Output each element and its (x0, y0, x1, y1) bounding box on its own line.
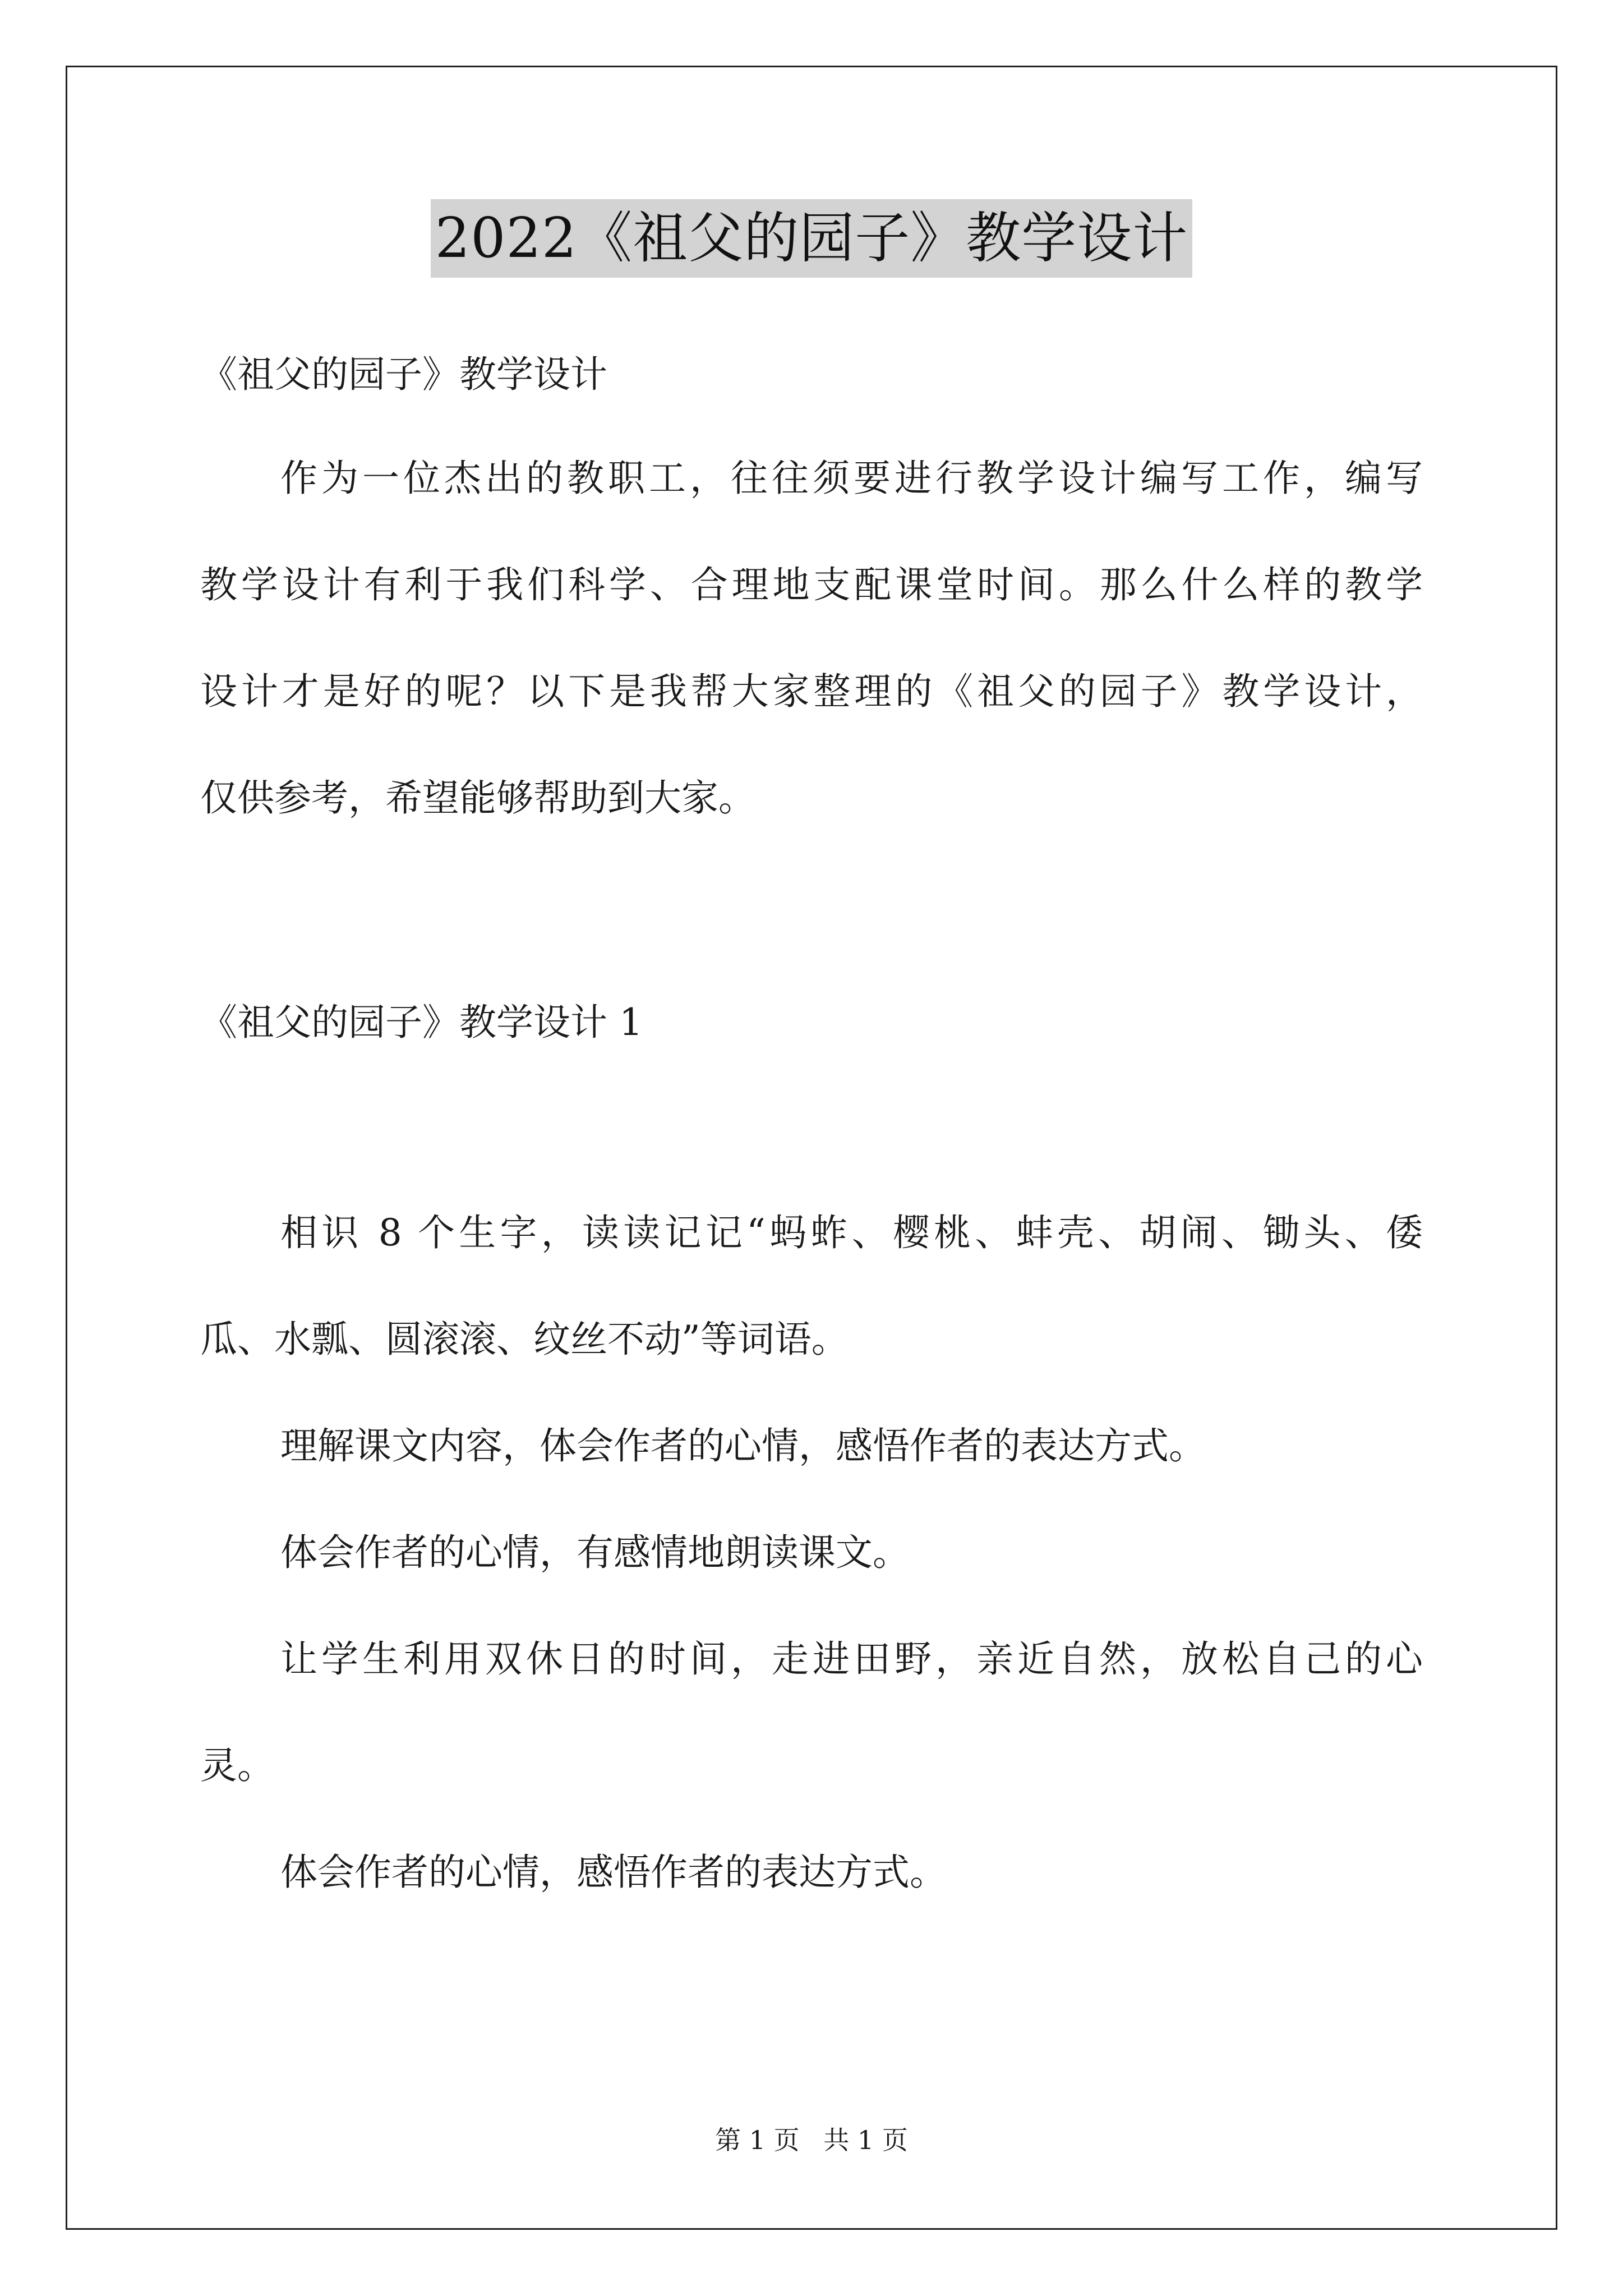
objective-line: 理解课文内容，体会作者的心情，感悟作者的表达方式。 (280, 1424, 1206, 1467)
intro-paragraph-line: 设计才是好的呢？以下是我帮大家整理的《祖父的园子》教学设计， (200, 670, 1423, 713)
title-container (0, 199, 1623, 278)
subtitle-line: 《祖父的园子》教学设计 (200, 353, 607, 396)
objective-line: 体会作者的心情，有感情地朗读课文。 (280, 1531, 910, 1574)
objective-line: 瓜、水瓢、圆滚滚、纹丝不动”等词语。 (200, 1318, 849, 1361)
section-heading: 《祖父的园子》教学设计 1 (200, 1001, 643, 1044)
intro-paragraph-line: 仅供参考，希望能够帮助到大家。 (200, 776, 755, 820)
intro-paragraph-line: 教学设计有利于我们科学、合理地支配课堂时间。那么什么样的教学 (200, 563, 1423, 606)
objective-line: 体会作者的心情，感悟作者的表达方式。 (280, 1851, 947, 1894)
current-page-indicator: 第 1 页 (715, 2125, 800, 2155)
objective-line: 相识 8 个生字，读读记记“蚂蚱、樱桃、蚌壳、胡闹、锄头、倭 (280, 1211, 1423, 1254)
total-pages-indicator: 共 1 页 (823, 2125, 908, 2155)
objective-line: 灵。 (200, 1744, 274, 1787)
document-title: 2022《祖父的园子》教学设计 (431, 199, 1192, 278)
page-footer (0, 2123, 1623, 2157)
intro-paragraph-line: 作为一位杰出的教职工，往往须要进行教学设计编写工作，编写 (280, 457, 1423, 500)
objective-line: 让学生利用双休日的时间，走进田野，亲近自然，放松自己的心 (280, 1637, 1423, 1681)
